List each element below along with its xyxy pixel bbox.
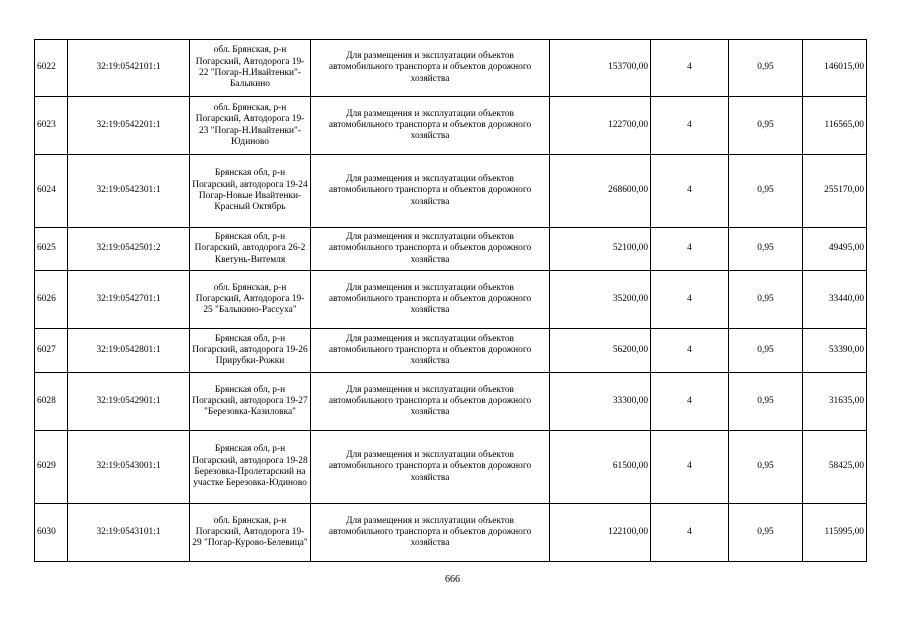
total-value: 146015,00 (803, 40, 867, 97)
page-number: 666 (445, 574, 460, 585)
cadastral-value: 122100,00 (550, 504, 651, 562)
cadastral-number: 32:19:0542501:2 (68, 228, 190, 271)
coefficient: 0,95 (729, 373, 803, 431)
cadastral-number: 32:19:0543001:1 (68, 431, 190, 504)
land-use: Для размещения и эксплуатации объектов автомобильного транспорта и объектов дорожного хозяйства (311, 504, 550, 562)
coefficient: 0,95 (729, 155, 803, 228)
cadastral-value: 61500,00 (550, 431, 651, 504)
coefficient: 0,95 (729, 97, 803, 155)
land-use: Для размещения и эксплуатации объектов автомобильного транспорта и объектов дорожного хозяйства (311, 228, 550, 271)
cadastral-number: 32:19:0542901:1 (68, 373, 190, 431)
address: обл. Брянская, р-н Погарский, Автодорога 19-25 "Балыкино-Рассуха" (190, 271, 311, 329)
coefficient: 0,95 (729, 40, 803, 97)
count: 4 (651, 228, 729, 271)
cadastral-value: 268600,00 (550, 155, 651, 228)
count: 4 (651, 155, 729, 228)
total-value: 115995,00 (803, 504, 867, 562)
coefficient: 0,95 (729, 504, 803, 562)
address: обл. Брянская, р-н Погарский, Автодорога 19-22 "Погар-Н.Ивайтенки"-Балыкино (190, 40, 311, 97)
row-number: 6028 (35, 373, 68, 431)
row-number: 6030 (35, 504, 68, 562)
row-number: 6027 (35, 329, 68, 373)
coefficient: 0,95 (729, 431, 803, 504)
land-use: Для размещения и эксплуатации объектов автомобильного транспорта и объектов дорожного хозяйства (311, 431, 550, 504)
cadastral-number: 32:19:0542701:1 (68, 271, 190, 329)
row-number: 6022 (35, 40, 68, 97)
count: 4 (651, 373, 729, 431)
coefficient: 0,95 (729, 271, 803, 329)
land-use: Для размещения и эксплуатации объектов автомобильного транспорта и объектов дорожного хозяйства (311, 271, 550, 329)
table-row (35, 155, 867, 228)
cadastral-value: 52100,00 (550, 228, 651, 271)
land-use: Для размещения и эксплуатации объектов автомобильного транспорта и объектов дорожного хозяйства (311, 329, 550, 373)
table-row (35, 228, 867, 271)
total-value: 116565,00 (803, 97, 867, 155)
total-value: 255170,00 (803, 155, 867, 228)
table-row (35, 329, 867, 373)
address: Брянская обл, р-н Погарский, автодорога 19-27 "Березовка-Казиловка" (190, 373, 311, 431)
address: Брянская обл, р-н Погарский, автодорога 19-26 Прирубки-Рожки (190, 329, 311, 373)
cadastral-value: 33300,00 (550, 373, 651, 431)
total-value: 58425,00 (803, 431, 867, 504)
cadastral-number: 32:19:0542801:1 (68, 329, 190, 373)
row-number: 6026 (35, 271, 68, 329)
total-value: 31635,00 (803, 373, 867, 431)
cadastral-value: 56200,00 (550, 329, 651, 373)
cadastral-value: 35200,00 (550, 271, 651, 329)
land-use: Для размещения и эксплуатации объектов автомобильного транспорта и объектов дорожного хозяйства (311, 373, 550, 431)
count: 4 (651, 97, 729, 155)
table-row (35, 504, 867, 562)
row-number: 6029 (35, 431, 68, 504)
address: обл. Брянская, р-н Погарский, Автодорога 19-23 "Погар-Н.Ивайтенки"-Юдиново (190, 97, 311, 155)
cadastral-number: 32:19:0542101:1 (68, 40, 190, 97)
address: Брянская обл, р-н Погарский, автодорога 19-28 Березовка-Пролетарский на участке Березовка-Юдиново (190, 431, 311, 504)
land-use: Для размещения и эксплуатации объектов автомобильного транспорта и объектов дорожного хозяйства (311, 155, 550, 228)
count: 4 (651, 504, 729, 562)
table-row (35, 97, 867, 155)
cadastral-value: 122700,00 (550, 97, 651, 155)
table-row (35, 373, 867, 431)
land-use: Для размещения и эксплуатации объектов автомобильного транспорта и объектов дорожного хозяйства (311, 97, 550, 155)
land-use: Для размещения и эксплуатации объектов автомобильного транспорта и объектов дорожного хозяйства (311, 40, 550, 97)
cadastral-number: 32:19:0542301:1 (68, 155, 190, 228)
count: 4 (651, 431, 729, 504)
count: 4 (651, 40, 729, 97)
total-value: 49495,00 (803, 228, 867, 271)
row-number: 6023 (35, 97, 68, 155)
cadastral-number: 32:19:0542201:1 (68, 97, 190, 155)
table-row (35, 271, 867, 329)
cadastral-value: 153700,00 (550, 40, 651, 97)
address: Брянская обл, р-н Погарский, автодорога 19-24 Погар-Новые Ивайтенки-Красный Октябрь (190, 155, 311, 228)
cadastral-number: 32:19:0543101:1 (68, 504, 190, 562)
row-number: 6025 (35, 228, 68, 271)
total-value: 33440,00 (803, 271, 867, 329)
count: 4 (651, 271, 729, 329)
total-value: 53390,00 (803, 329, 867, 373)
address: обл. Брянская, р-н Погарский, Автодорога 19-29 "Погар-Курово-Белевица" (190, 504, 311, 562)
coefficient: 0,95 (729, 329, 803, 373)
row-number: 6024 (35, 155, 68, 228)
address: Брянская обл, р-н Погарский, автодорога 26-2 Кветунь-Витемля (190, 228, 311, 271)
count: 4 (651, 329, 729, 373)
table-row (35, 40, 867, 97)
coefficient: 0,95 (729, 228, 803, 271)
table-row (35, 431, 867, 504)
cadastral-table (34, 39, 867, 562)
